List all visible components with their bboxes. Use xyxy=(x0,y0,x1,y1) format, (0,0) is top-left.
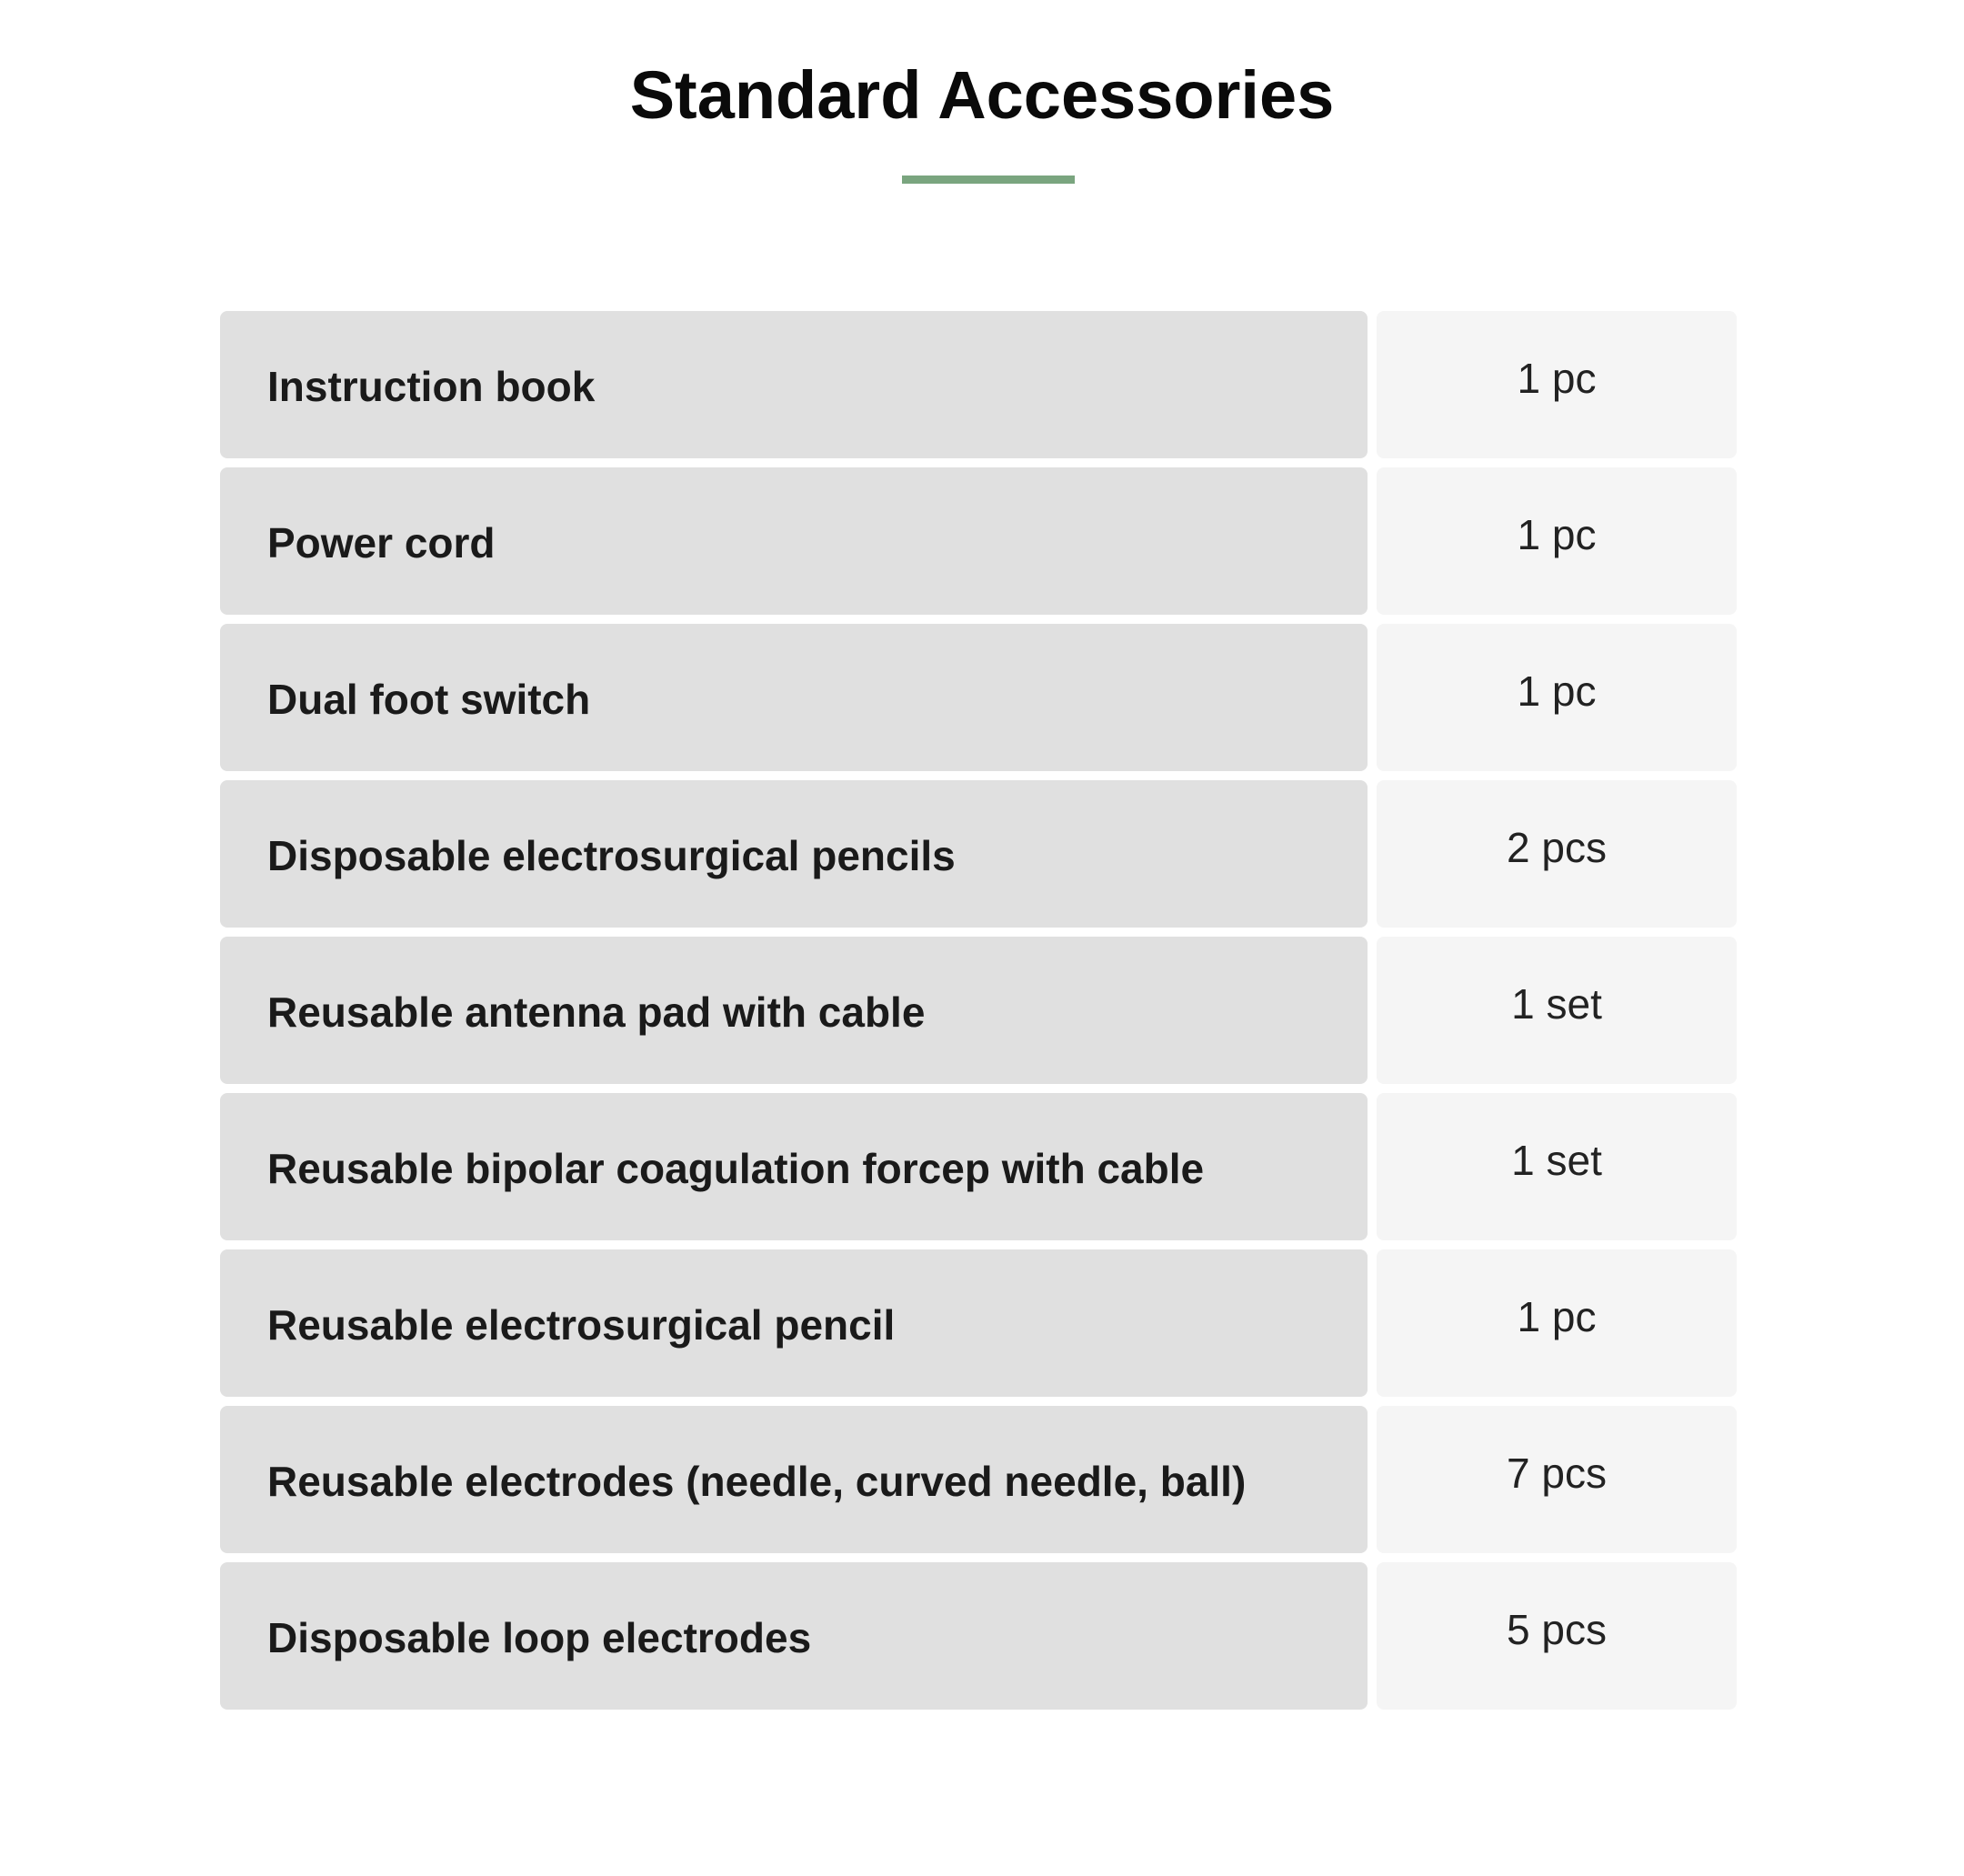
table-row xyxy=(220,1562,1737,1710)
item-name-cell: Reusable bipolar coagulation forcep with cable xyxy=(220,1093,1368,1240)
quantity-cell: 1 set xyxy=(1377,937,1737,1084)
quantity-cell: 5 pcs xyxy=(1377,1562,1737,1710)
item-name-cell: Reusable antenna pad with cable xyxy=(220,937,1368,1084)
item-name-cell: Disposable loop electrodes xyxy=(220,1562,1368,1710)
page-title: Standard Accessories xyxy=(629,57,1335,133)
quantity-cell: 1 pc xyxy=(1377,467,1737,615)
item-name-cell: Reusable electrodes (needle, curved needle, ball) xyxy=(220,1406,1368,1553)
table-row xyxy=(220,1093,1737,1240)
quantity-cell: 2 pcs xyxy=(1377,780,1737,928)
table-row xyxy=(220,937,1737,1084)
title-underline xyxy=(902,176,1075,184)
item-name-cell: Dual foot switch xyxy=(220,624,1368,771)
quantity-cell: 1 pc xyxy=(1377,624,1737,771)
table-row xyxy=(220,780,1737,928)
table-row xyxy=(220,467,1737,615)
table-row xyxy=(220,1249,1737,1397)
item-name-cell: Power cord xyxy=(220,467,1368,615)
accessories-table xyxy=(220,311,1737,1719)
table-row xyxy=(220,1406,1737,1553)
quantity-cell: 1 pc xyxy=(1377,311,1737,458)
item-name-cell: Reusable electrosurgical pencil xyxy=(220,1249,1368,1397)
item-name-cell: Instruction book xyxy=(220,311,1368,458)
table-row xyxy=(220,624,1737,771)
table-row xyxy=(220,311,1737,458)
quantity-cell: 1 set xyxy=(1377,1093,1737,1240)
quantity-cell: 1 pc xyxy=(1377,1249,1737,1397)
item-name-cell: Disposable electrosurgical pencils xyxy=(220,780,1368,928)
quantity-cell: 7 pcs xyxy=(1377,1406,1737,1553)
